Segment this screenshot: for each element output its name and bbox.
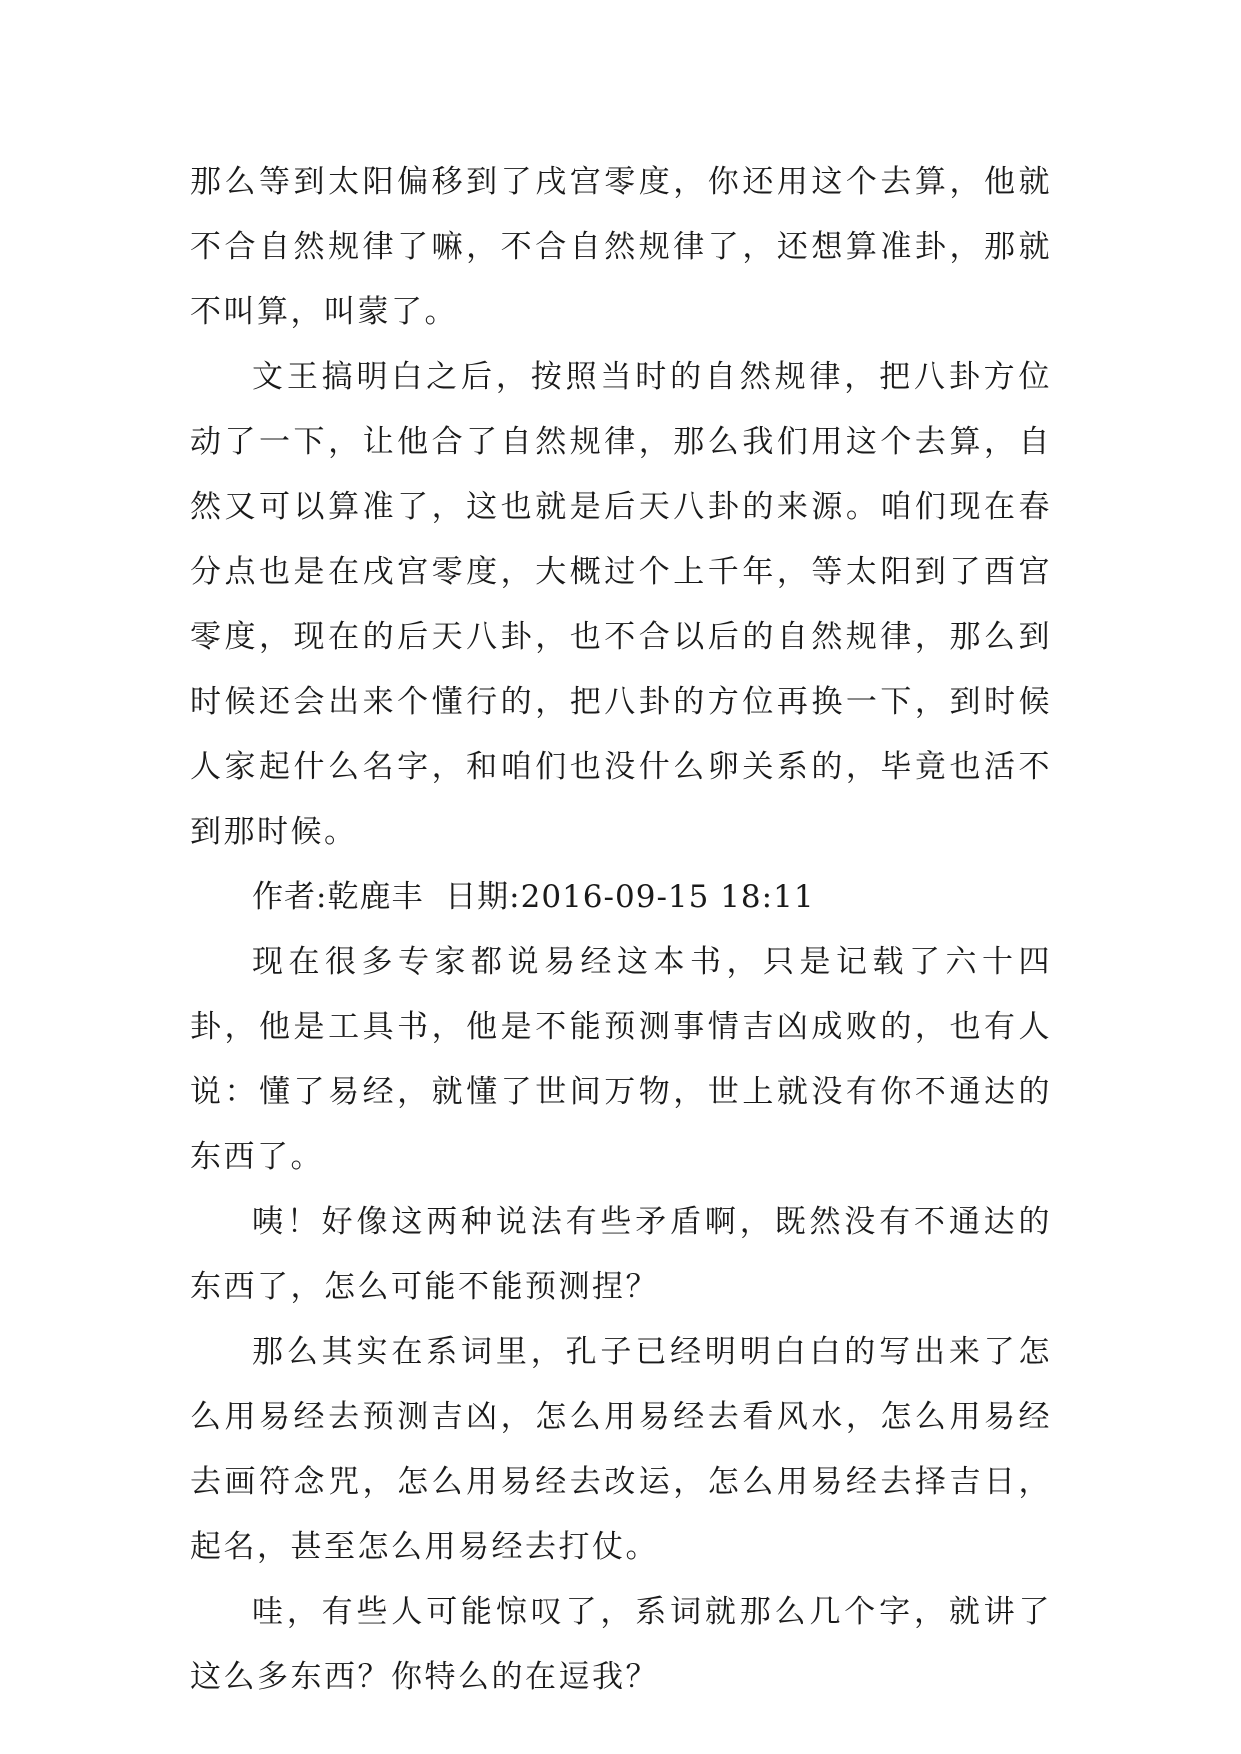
document-body bbox=[190, 150, 1052, 1710]
paragraph-3: 现在很多专家都说易经这本书，只是记载了六十四卦，他是工具书，他是不能预测事情吉凶成败的，也有人说：懂了易经，就懂了世间万物，世上就没有你不通达的东西了。 bbox=[190, 944, 1052, 1175]
paragraph-4: 咦！好像这两种说法有些矛盾啊，既然没有不通达的东西了，怎么可能不能预测捏？ bbox=[190, 1204, 1052, 1305]
paragraph-5: 那么其实在系词里，孔子已经明明白白的写出来了怎么用易经去预测吉凶，怎么用易经去看风水，怎么用易经去画符念咒，怎么用易经去改运，怎么用易经去择吉日，起名，甚至怎么用易经去打仗。 bbox=[190, 1334, 1052, 1565]
author-name: 乾鹿丰 bbox=[327, 879, 424, 915]
paragraph-2: 文王搞明白之后，按照当时的自然规律，把八卦方位动了一下，让他合了自然规律，那么我们用这个去算，自然又可以算准了，这也就是后天八卦的来源。咱们现在春分点也是在戌宫零度，大概过个上千年，等太阳到了酉宫零度，现在的后天八卦，也不合以后的自然规律，那么到时候还会出来个懂行的，把八卦的方位再换一下，到时候人家起什么名字，和咱们也没什么卵关系的，毕竟也活不到那时候。 bbox=[190, 359, 1052, 850]
paragraph-1: 那么等到太阳偏移到了戌宫零度，你还用这个去算，他就不合自然规律了嘛，不合自然规律了，还想算准卦，那就不叫算，叫蒙了。 bbox=[190, 164, 1052, 330]
author-date-line bbox=[190, 865, 1052, 930]
author-label: 作者: bbox=[252, 879, 328, 915]
post-date: 2016-09-15 18:11 bbox=[520, 879, 815, 915]
date-label: 日期: bbox=[445, 879, 521, 915]
paragraph-6: 哇，有些人可能惊叹了，系词就那么几个字，就讲了这么多东西？你特么的在逗我？ bbox=[190, 1594, 1052, 1695]
